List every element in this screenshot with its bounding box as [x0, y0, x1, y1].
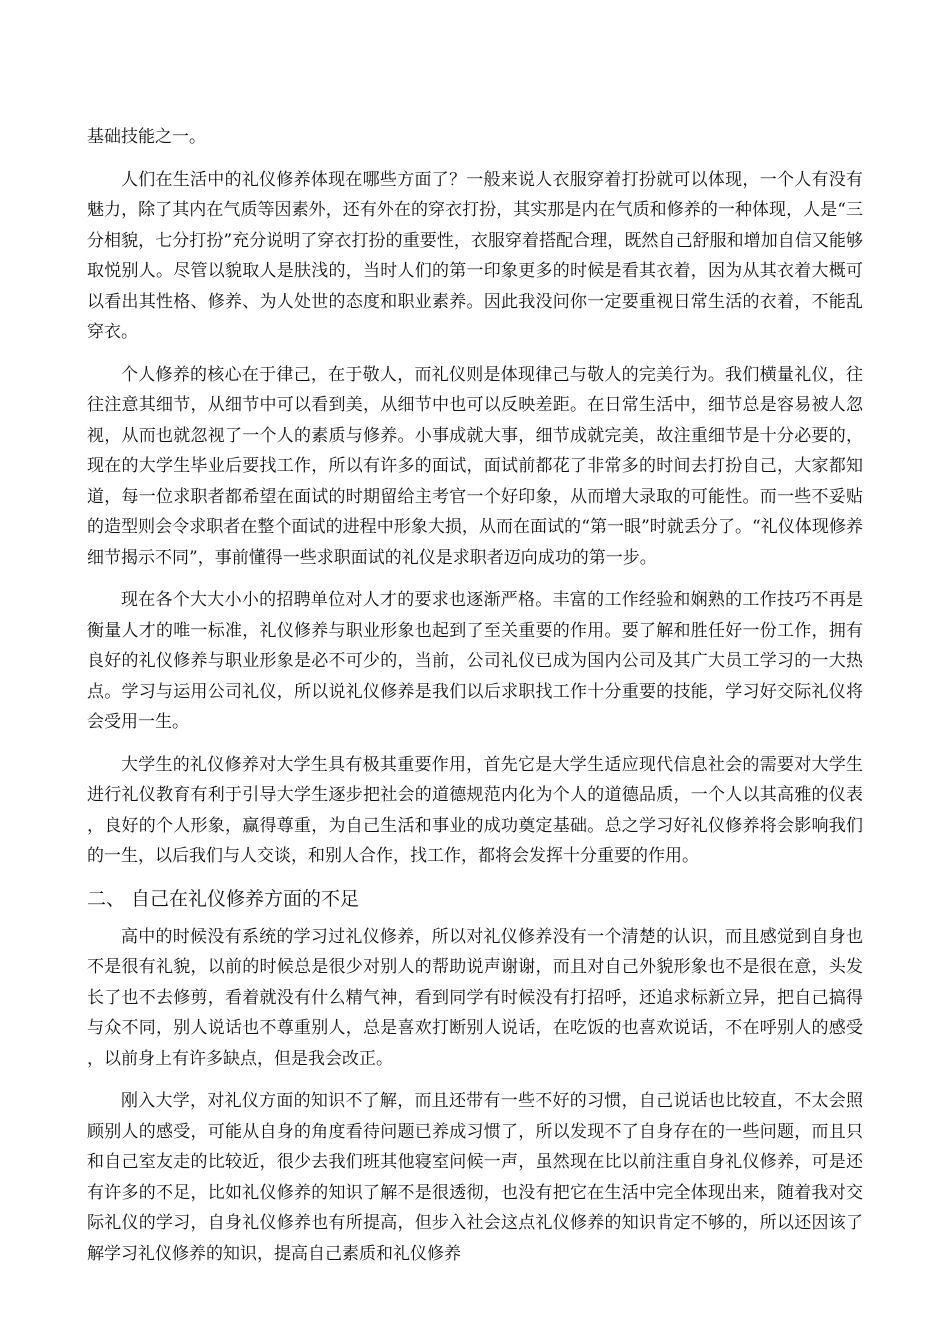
paragraph-dress-etiquette: 人们在生活中的礼仪修养体现在哪些方面了？一般来说人衣服穿着打扮就可以体现，一个人有没有魅力，除了其内在气质等因素外，还有外在的穿衣打扮，其实那是内在气质和修养的一种体现，人是“三分相貌，七分打扮”充分说明了穿衣打扮的重要性，衣服穿着搭配合理，既然自己舒服和增加自信又能够取悦别人。尽管以貌取人是肤浅的，当时人们的第一印象更多的时候是看其衣着，因为从其衣着大概可以看出其性格、修养、为人处世的态度和职业素养。因此我没问你一定要重视日常生活的衣着，不能乱穿衣。 [87, 169, 863, 342]
paragraph-self-discipline-details: 个人修养的核心在于律己，在于敬人，而礼仪则是体现律己与敬人的完美行为。我们横量礼仪，往往注意其细节，从细节中可以看到美，从细节中也可以反映差距。在日常生活中，细节总是容易被人忽视，从而也就忽视了一个人的素质与修养。小事成就大事，细节成就完美，故注重细节是十分必要的，现在的大学生毕业后要找工作，所以有许多的面试，面试前都花了非常多的时间去打扮自己，大家都知道，每一位求职者都希望在面试的时期留给主考官一个好印象，从而增大录取的可能性。而一些不妥贴的造型则会令求职者在整个面试的进程中形象大损，从而在面试的“第一眼”时就丢分了。“礼仪体现修养细节揭示不同”，事前懂得一些求职面试的礼仪是求职者迈向成功的第一步。 [87, 364, 863, 568]
paragraph-recruitment-standards: 现在各个大大小小的招聘单位对人才的要求也逐渐严格。丰富的工作经验和娴熟的工作技巧不再是衡量人才的唯一标准，礼仪修养与职业形象也起到了至关重要的作用。要了解和胜任好一份工作，拥有良好的礼仪修养与职业形象是必不可少的，当前，公司礼仪已成为国内公司及其广大员工学习的一大热点。学习与运用公司礼仪，所以说礼仪修养是我们以后求职找工作十分重要的技能，学习好交际礼仪将会受用一生。 [87, 590, 863, 732]
paragraph-student-etiquette-importance: 大学生的礼仪修养对大学生具有极其重要作用，首先它是大学生适应现代信息社会的需要对大学生进行礼仪教育有利于引导大学生逐步把社会的道德规范内化为个人的道德品质，一个人以其高雅的仪表，良好的个人形象，赢得尊重，为自己生活和事业的成功奠定基础。总之学习好礼仪修养将会影响我们的一生，以后我们与人交谈，和别人合作，找工作，都将会发挥十分重要的作用。 [87, 754, 863, 866]
paragraph-university-shortcomings: 刚入大学，对礼仪方面的知识不了解，而且还带有一些不好的习惯，自己说话也比较直，不太会照顾别人的感受，可能从自身的角度看待问题已养成习惯了，所以发现不了自身存在的一些问题，而且只和自己室友走的比较近，很少去我们班其他寝室问候一声，虽然现在比以前注重自身礼仪修养，可是还有许多的不足，比如礼仪修养的知识了解不是很透彻，也没有把它在生活中完全体现出来，随着我对交际礼仪的学习，自身礼仪修养也有所提高，但步入社会这点礼仪修养的知识肯定不够的，所以还因该了解学习礼仪修养的知识，提高自己素质和礼仪修养 [87, 1091, 863, 1264]
document-page [87, 122, 863, 1281]
section-heading: 二、 自己在礼仪修养方面的不足 [87, 887, 360, 910]
paragraph-high-school-shortcomings: 高中的时候没有系统的学习过礼仪修养，所以对礼仪修养没有一个清楚的认识，而且感觉到自身也不是很有礼貌，以前的时候总是很少对别人的帮助说声谢谢，而且对自己外貌形象也不是很在意，头发长了也不去修剪，看着就没有什么精气神，看到同学有时候没有打招呼，还追求标新立异，把自己搞得与众不同，别人说话也不尊重别人，总是喜欢打断别人说话，在吃饭的也喜欢说话，不在呼别人的感受，以前身上有许多缺点，但是我会改正。 [87, 926, 863, 1069]
paragraph-continuation: 基础技能之一。 [87, 127, 206, 147]
